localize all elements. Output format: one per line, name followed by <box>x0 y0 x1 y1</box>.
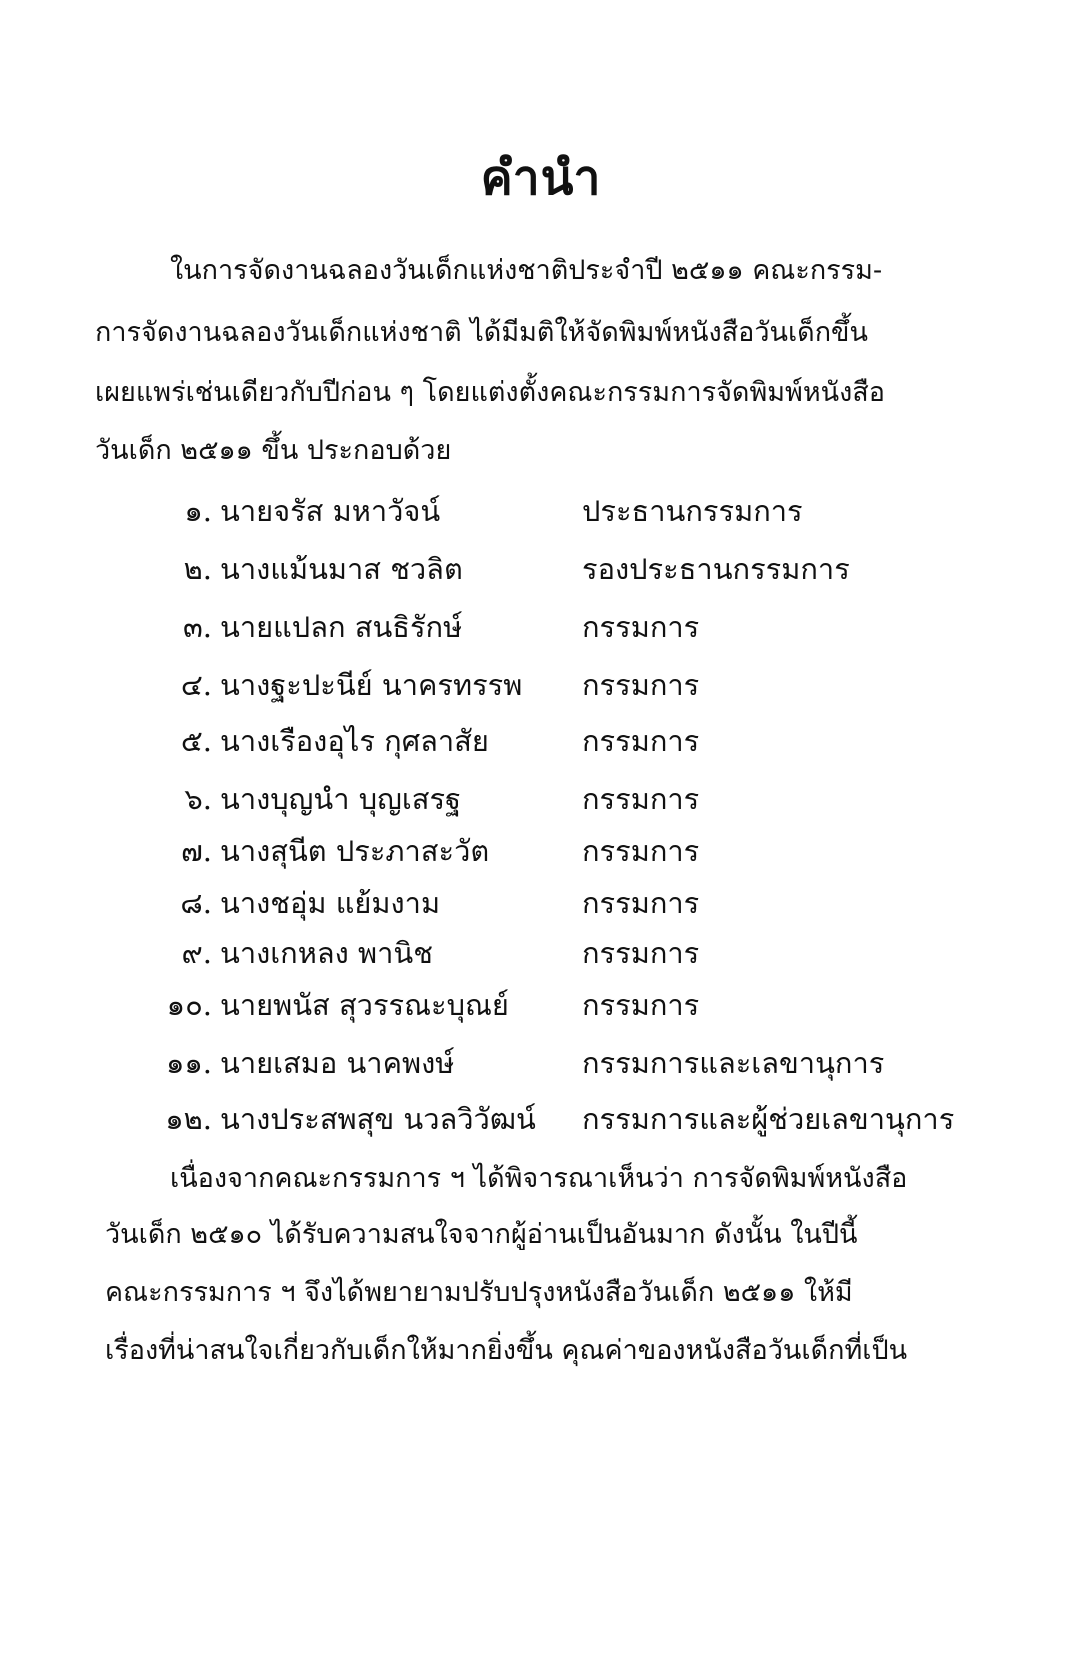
committee-row <box>130 488 990 532</box>
member-role: กรรมการ <box>582 610 700 644</box>
member-number: ๑๑. <box>165 1046 212 1080</box>
member-name: นางเรืองอุไร กุศลาสัย <box>220 724 489 758</box>
committee-row <box>130 1040 990 1084</box>
member-name: นายแปลก สนธิรักษ์ <box>220 610 463 644</box>
member-role: กรรมการและผู้ช่วยเลขานุการ <box>582 1102 955 1136</box>
member-name: นางชอุ่ม แย้มงาม <box>220 886 441 920</box>
member-role: กรรมการ <box>582 886 700 920</box>
member-role: ประธานกรรมการ <box>582 494 803 528</box>
committee-row <box>130 662 990 706</box>
member-name: นายเสมอ นาคพงษ์ <box>220 1046 455 1080</box>
member-name: นายจรัส มหาวัจน์ <box>220 494 441 528</box>
member-role: กรรมการ <box>582 724 700 758</box>
member-role: กรรมการ <box>582 782 700 816</box>
member-role: กรรมการ <box>582 936 700 970</box>
member-number: ๓. <box>182 610 212 644</box>
closing-line: เนื่องจากคณะกรรมการ ฯ ได้พิจารณาเห็นว่า การจัดพิมพ์หนังสือ <box>170 1163 908 1194</box>
member-number: ๕. <box>180 724 212 758</box>
member-number: ๗. <box>180 834 212 868</box>
closing-line: คณะกรรมการ ฯ จึงได้พยายามปรับปรุงหนังสือวันเด็ก ๒๕๑๑ ให้มี <box>105 1277 853 1308</box>
member-name: นางบุญนำ บุญเสรฐ <box>220 782 462 816</box>
member-number: ๒. <box>183 552 212 586</box>
member-role: กรรมการ <box>582 668 700 702</box>
committee-row <box>130 604 990 648</box>
member-number: ๘. <box>180 886 212 920</box>
intro-line: ในการจัดงานฉลองวันเด็กแห่งชาติประจำปี ๒๕๑๑ คณะกรรม- <box>170 255 883 286</box>
intro-line: เผยแพร่เช่นเดียวกับปีก่อน ๆ โดยแต่งตั้งคณะกรรมการจัดพิมพ์หนังสือ <box>95 377 885 408</box>
member-name: นางสุนีต ประภาสะวัต <box>220 834 490 868</box>
committee-row <box>130 982 990 1026</box>
member-name: นายพนัส สุวรรณะบุณย์ <box>220 988 509 1022</box>
closing-line: เรื่องที่น่าสนใจเกี่ยวกับเด็กให้มากยิ่งขึ้น คุณค่าของหนังสือวันเด็กที่เป็น <box>105 1335 908 1366</box>
member-role: รองประธานกรรมการ <box>582 552 850 586</box>
committee-row <box>130 546 990 590</box>
committee-row <box>130 880 990 924</box>
member-number: ๑๐. <box>166 988 212 1022</box>
member-number: ๑. <box>184 494 212 528</box>
committee-row <box>130 930 990 974</box>
committee-row <box>130 776 990 820</box>
member-number: ๖. <box>184 782 212 816</box>
member-name: นางฐะปะนีย์ นาครทรรพ <box>220 668 523 702</box>
committee-row <box>130 718 990 762</box>
page-title: คำนำ <box>480 150 602 206</box>
member-number: ๙. <box>181 936 212 970</box>
committee-row <box>130 1096 1030 1140</box>
intro-line: วันเด็ก ๒๕๑๑ ขึ้น ประกอบด้วย <box>95 435 452 466</box>
member-number: ๑๒. <box>165 1102 212 1136</box>
member-role: กรรมการ <box>582 988 700 1022</box>
member-number: ๔. <box>180 668 212 702</box>
member-name: นางแม้นมาส ชวลิต <box>220 552 463 586</box>
member-name: นางเกหลง พานิช <box>220 936 433 970</box>
intro-line: การจัดงานฉลองวันเด็กแห่งชาติ ได้มีมติให้จัดพิมพ์หนังสือวันเด็กขึ้น <box>95 317 868 348</box>
committee-row <box>130 828 990 872</box>
closing-line: วันเด็ก ๒๕๑๐ ได้รับความสนใจจากผู้อ่านเป็นอันมาก ดังนั้น ในปีนี้ <box>105 1219 858 1250</box>
member-role: กรรมการ <box>582 834 700 868</box>
member-name: นางประสพสุข นวลวิวัฒน์ <box>220 1102 536 1136</box>
member-role: กรรมการและเลขานุการ <box>582 1046 885 1080</box>
